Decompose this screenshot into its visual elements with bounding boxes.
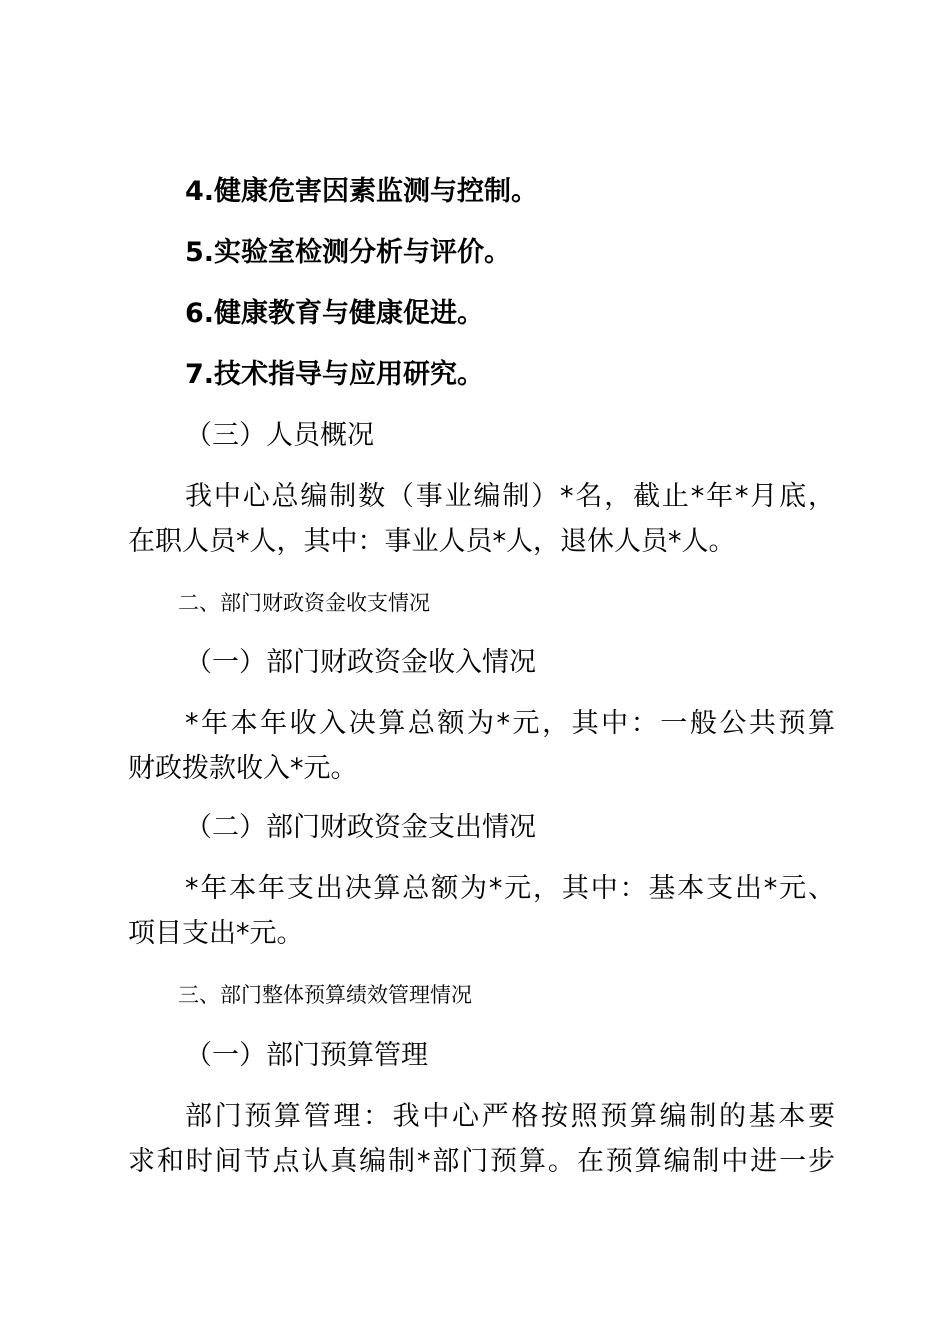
subheading-expenditure: （二）部门财政资金支出情况: [185, 812, 536, 843]
item-text: 实验室检测分析与评价。: [214, 237, 512, 268]
subheading-income: （一）部门财政资金收入情况: [185, 647, 536, 678]
section-heading-finance: 二、部门财政资金收支情况: [178, 591, 430, 615]
budget-paragraph-line2: 求和时间节点认真编制*部门预算。在预算编制中进一步: [128, 1146, 835, 1177]
item-number: 7.: [185, 359, 215, 390]
subheading-personnel: （三）人员概况: [185, 420, 374, 451]
subheading-budget-management: （一）部门预算管理: [185, 1040, 428, 1071]
item-number: 5.: [185, 237, 215, 268]
list-item-6: [185, 294, 845, 334]
expenditure-paragraph-line2: 项目支出*元。: [128, 918, 304, 949]
list-item-7: [185, 355, 845, 395]
list-item-4: [185, 172, 845, 212]
item-number: 4.: [185, 176, 215, 207]
section-heading-performance: 三、部门整体预算绩效管理情况: [178, 983, 472, 1007]
income-paragraph-line1: *年本年收入决算总额为*元，其中：一般公共预算: [185, 708, 835, 739]
expenditure-paragraph-line1: *年本年支出决算总额为*元，其中：基本支出*元、: [185, 873, 835, 904]
income-paragraph-line2: 财政拨款收入*元。: [128, 753, 358, 784]
item-number: 6.: [185, 298, 215, 329]
personnel-paragraph-line2: 在职人员*人，其中：事业人员*人，退休人员*人。: [128, 526, 736, 557]
item-text: 健康危害因素监测与控制。: [214, 176, 539, 207]
item-text: 健康教育与健康促进。: [214, 298, 485, 329]
list-item-5: [185, 233, 845, 273]
budget-paragraph-line1: 部门预算管理：我中心严格按照预算编制的基本要: [185, 1101, 835, 1132]
personnel-paragraph-line1: 我中心总编制数（事业编制）*名，截止*年*月底，: [185, 481, 835, 512]
item-text: 技术指导与应用研究。: [214, 359, 485, 390]
